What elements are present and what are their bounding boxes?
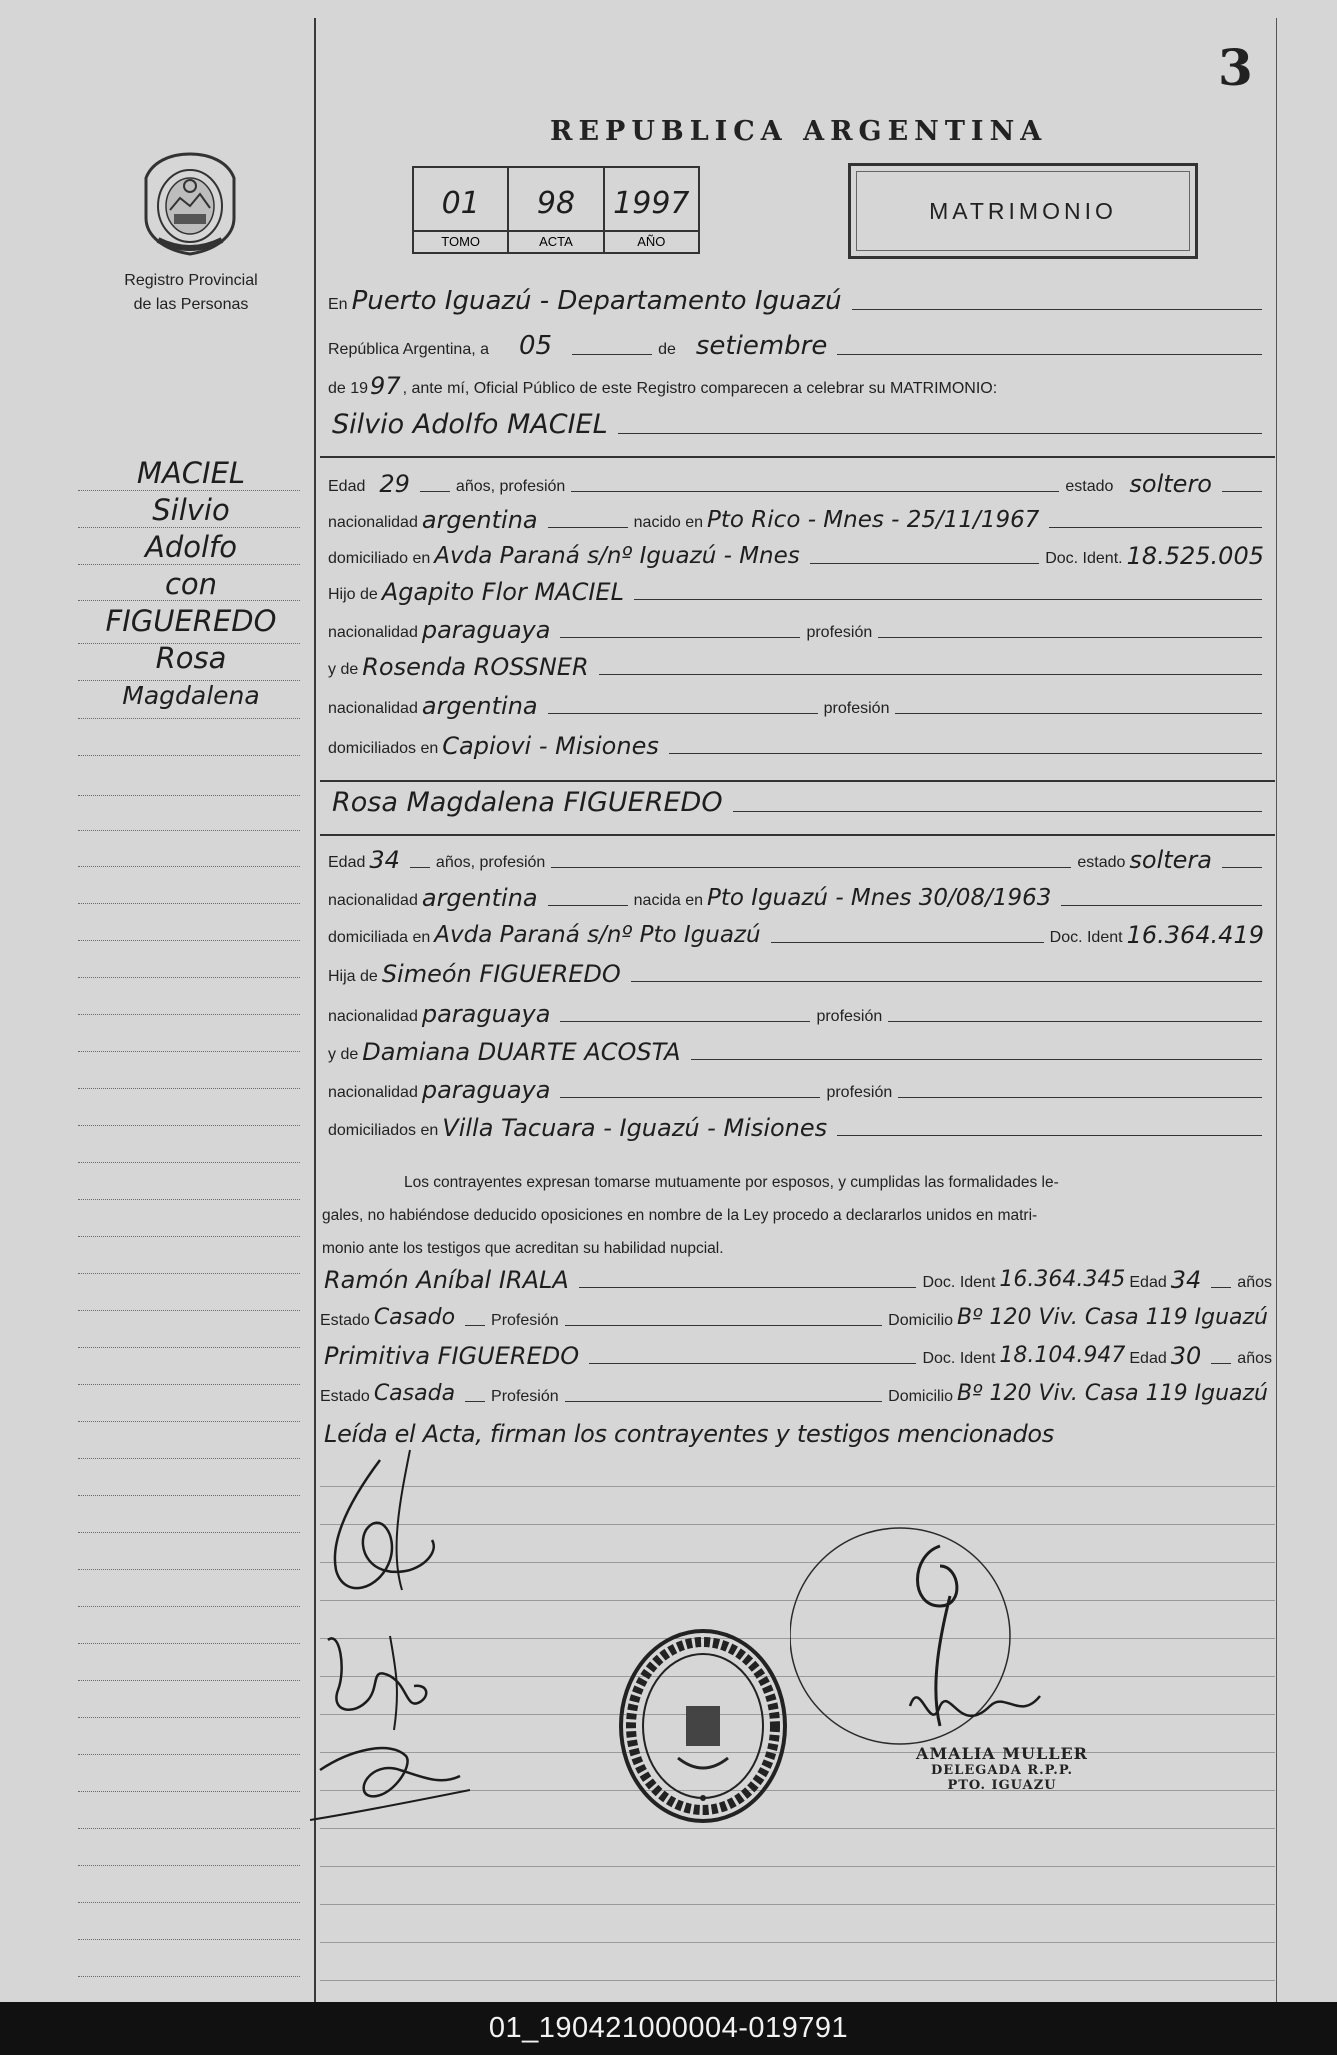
- officer-stamp: [902, 1744, 1102, 1793]
- groom-nacido-label: nacido en: [633, 514, 704, 531]
- bride-mother: Damiana DUARTE ACOSTA: [362, 1038, 681, 1066]
- round-seal-icon: [618, 1628, 788, 1824]
- bride-doc-label: Doc. Ident: [1049, 929, 1123, 946]
- margin-note-line: FIGUEREDO: [105, 604, 277, 638]
- bride-mother-nat: paraguaya: [421, 1076, 551, 1104]
- registry-name-line2: de las Personas: [133, 296, 249, 313]
- witness2-estado: Casada: [373, 1381, 456, 1406]
- declaration-line: Los contrayentes expresan tomarse mutuamente por esposos, y cumplidas las formalidades le-: [404, 1174, 1059, 1191]
- witness2-row: [320, 1344, 1272, 1368]
- intro-date-row: [328, 333, 1268, 359]
- groom-parents-dom-label: domiciliados en: [328, 740, 439, 757]
- bride-age-row: [328, 848, 1268, 872]
- witness1-domicilio-label: Domicilio: [888, 1312, 954, 1329]
- acta-value: 98: [536, 186, 576, 221]
- witness1-doc: 16.364.345: [999, 1267, 1126, 1292]
- day-value: 05: [519, 331, 553, 361]
- groom-anos-label: años, profesión: [455, 478, 566, 495]
- groom-nationality-row: [328, 508, 1268, 532]
- page-number: 3: [1218, 38, 1253, 97]
- witness2-doc: 18.104.947: [999, 1343, 1126, 1368]
- groom-edad-label: Edad: [328, 478, 366, 495]
- closing-text: Leída el Acta, firman los contrayentes y testigos mencionados: [324, 1420, 1054, 1448]
- groom-age-row: [328, 472, 1268, 496]
- witness1-detail-row: [320, 1306, 1272, 1330]
- ano-label: AÑO: [605, 230, 698, 252]
- bride-mother-prof-label: profesión: [826, 1084, 893, 1101]
- bride-parents-address-row: [328, 1116, 1268, 1140]
- bride-parents-dom-label: domiciliados en: [328, 1122, 439, 1139]
- margin-note-line: Adolfo: [145, 530, 237, 564]
- bride-age: 34: [369, 846, 400, 874]
- bride-mother-nat-row: [328, 1078, 1268, 1102]
- bride-estado-label: estado: [1077, 854, 1126, 871]
- year-suffix: 97: [370, 372, 401, 400]
- document-id: 01_190421000004-019791: [488, 2012, 849, 2044]
- record-type-label: MATRIMONIO: [929, 197, 1117, 224]
- tomo-label: TOMO: [414, 230, 507, 252]
- witness2-address: Bº 120 Viv. Casa 119 Iguazú: [957, 1381, 1268, 1406]
- witness1-row: [320, 1268, 1272, 1292]
- groom-address: Avda Paraná s/nº Iguazú - Mnes: [434, 543, 800, 569]
- republica-label: República Argentina, a: [328, 341, 489, 358]
- bride-nationality: argentina: [421, 884, 538, 912]
- witness1-profesion-label: Profesión: [491, 1312, 559, 1329]
- bride-hija-label: Hija de: [328, 968, 378, 985]
- bride-father-prof-label: profesión: [816, 1008, 883, 1025]
- declaration-line: monio ante los testigos que acreditan su habilidad nupcial.: [322, 1240, 724, 1257]
- bride-address: Avda Paraná s/nº Pto Iguazú: [434, 922, 761, 948]
- witness1-address: Bº 120 Viv. Casa 119 Iguazú: [957, 1305, 1268, 1330]
- groom-father-nat-label: nacionalidad: [328, 624, 418, 641]
- bride-father-row: [328, 962, 1268, 986]
- witness2-edad-label: Edad: [1129, 1350, 1167, 1367]
- acta-label: ACTA: [509, 230, 602, 252]
- bride-name: Rosa Magdalena FIGUEREDO: [332, 787, 723, 818]
- document-id-footer: [0, 2002, 1337, 2055]
- groom-parents-address-row: [328, 734, 1268, 758]
- witness2-anos-label: años: [1237, 1350, 1272, 1367]
- bride-father-nat: paraguaya: [421, 1000, 551, 1028]
- margin-note-line: con: [164, 567, 218, 601]
- groom-address-row: [328, 544, 1268, 568]
- groom-mother-prof-label: profesión: [823, 700, 890, 717]
- intro-place-row: [328, 288, 1268, 314]
- witness1-anos-label: años: [1237, 1274, 1272, 1291]
- bride-edad-label: Edad: [328, 854, 366, 871]
- tomo-value: 01: [441, 186, 480, 221]
- witness2-estado-label: Estado: [320, 1388, 370, 1405]
- margin-note-line: Silvio: [152, 493, 230, 527]
- groom-age: 29: [379, 470, 410, 498]
- margin-note-line: MACIEL: [136, 456, 246, 490]
- ano-cell: [605, 168, 698, 252]
- month-value: setiembre: [695, 331, 828, 361]
- registry-emblem: [138, 148, 242, 258]
- year-prefix: de 19: [328, 380, 369, 397]
- register-number-box: [412, 166, 700, 254]
- bride-mother-row: [328, 1040, 1268, 1064]
- witness2-detail-row: [320, 1382, 1272, 1406]
- witness1-edad-label: Edad: [1129, 1274, 1167, 1291]
- bride-birthplace: Pto Iguazú - Mnes 30/08/1963: [707, 885, 1052, 911]
- bride-nacionalidad-label: nacionalidad: [328, 892, 418, 909]
- groom-nationality: argentina: [421, 506, 538, 534]
- country-heading: REPUBLICA ARGENTINA: [550, 116, 1048, 147]
- witness1-name: Ramón Aníbal IRALA: [324, 1266, 569, 1294]
- bride-name-row: [328, 787, 1268, 818]
- groom-father: Agapito Flor MACIEL: [381, 578, 624, 606]
- bride-address-row: [328, 923, 1268, 947]
- groom-mother-nat-row: [328, 694, 1268, 718]
- groom-hijo-label: Hijo de: [328, 586, 378, 603]
- groom-father-nat: paraguaya: [421, 616, 551, 644]
- groom-parents-address: Capiovi - Misiones: [442, 732, 659, 760]
- groom-doc-label: Doc. Ident.: [1045, 550, 1123, 567]
- witness2-profesion-label: Profesión: [491, 1388, 559, 1405]
- intro-year-row: [328, 374, 1268, 398]
- witness1-age: 34: [1170, 1266, 1202, 1294]
- groom-mother-nat: argentina: [421, 692, 538, 720]
- en-label: En: [328, 296, 348, 313]
- bride-domicilio-label: domiciliada en: [328, 929, 431, 946]
- acta-cell: [509, 168, 604, 252]
- bride-estado: soltera: [1129, 846, 1212, 874]
- registry-name-line1: Registro Provincial: [124, 272, 258, 289]
- bride-father: Simeón FIGUEREDO: [381, 960, 621, 988]
- groom-mother-nat-label: nacionalidad: [328, 700, 418, 717]
- witness1-estado: Casado: [373, 1305, 456, 1330]
- officer-signature-image: [790, 1526, 1110, 1766]
- place-value: Puerto Iguazú - Departamento Iguazú: [351, 286, 842, 316]
- officer-stamp-name: AMALIA MULLER: [916, 1744, 1088, 1763]
- groom-father-prof-label: profesión: [806, 624, 873, 641]
- groom-father-row: [328, 580, 1268, 604]
- groom-name-row: [328, 409, 1268, 440]
- margin-note-line: Rosa: [155, 641, 227, 675]
- provincial-seal-icon: [138, 148, 242, 258]
- witness1-doc-label: Doc. Ident: [922, 1274, 996, 1291]
- ano-value: 1997: [613, 186, 690, 221]
- signatures-contrayentes-image: [310, 1440, 470, 1840]
- witness2-age: 30: [1170, 1342, 1202, 1370]
- groom-estado: soltero: [1129, 470, 1212, 498]
- declaration-line: gales, no habiéndose deducido oposiciones en nombre de la Ley procedo a declararlos unidos en matri-: [322, 1207, 1038, 1224]
- witness2-name: Primitiva FIGUEREDO: [324, 1342, 580, 1370]
- record-type-box: [848, 163, 1198, 259]
- groom-nacionalidad-label: nacionalidad: [328, 514, 418, 531]
- margin-note: [86, 455, 296, 714]
- groom-doc: 18.525.005: [1126, 542, 1264, 570]
- declaration-text: [322, 1166, 1272, 1265]
- groom-domicilio-label: domiciliado en: [328, 550, 431, 567]
- witness2-domicilio-label: Domicilio: [888, 1388, 954, 1405]
- groom-yde-label: y de: [328, 661, 359, 678]
- groom-birthplace: Pto Rico - Mnes - 25/11/1967: [707, 507, 1040, 533]
- officer-stamp-title: DELEGADA R.P.P.: [931, 1763, 1073, 1778]
- de-label: de: [658, 341, 676, 358]
- groom-father-nat-row: [328, 618, 1268, 642]
- groom-estado-label: estado: [1065, 478, 1114, 495]
- groom-mother: Rosenda ROSSNER: [362, 653, 589, 681]
- groom-mother-row: [328, 655, 1268, 679]
- officer-stamp-place: PTO. IGUAZU: [947, 1778, 1057, 1793]
- bride-yde-label: y de: [328, 1046, 359, 1063]
- bride-nationality-row: [328, 886, 1268, 910]
- margin-note-line: Magdalena: [122, 681, 260, 710]
- groom-name: Silvio Adolfo MACIEL: [332, 409, 608, 440]
- witness1-estado-label: Estado: [320, 1312, 370, 1329]
- intro-statement: , ante mí, Oficial Público de este Registro comparecen a celebrar su MATRIMONIO:: [402, 380, 998, 397]
- witness2-doc-label: Doc. Ident: [922, 1350, 996, 1367]
- bride-father-nat-row: [328, 1002, 1268, 1026]
- tomo-cell: [414, 168, 509, 252]
- right-border: [1276, 18, 1277, 2002]
- bride-nacida-label: nacida en: [633, 892, 704, 909]
- bride-father-nat-label: nacionalidad: [328, 1008, 418, 1025]
- bride-parents-address: Villa Tacuara - Iguazú - Misiones: [442, 1114, 828, 1142]
- bride-doc: 16.364.419: [1126, 921, 1264, 949]
- bride-mother-nat-label: nacionalidad: [328, 1084, 418, 1101]
- official-seal: [618, 1628, 788, 1824]
- bride-anos-label: años, profesión: [435, 854, 546, 871]
